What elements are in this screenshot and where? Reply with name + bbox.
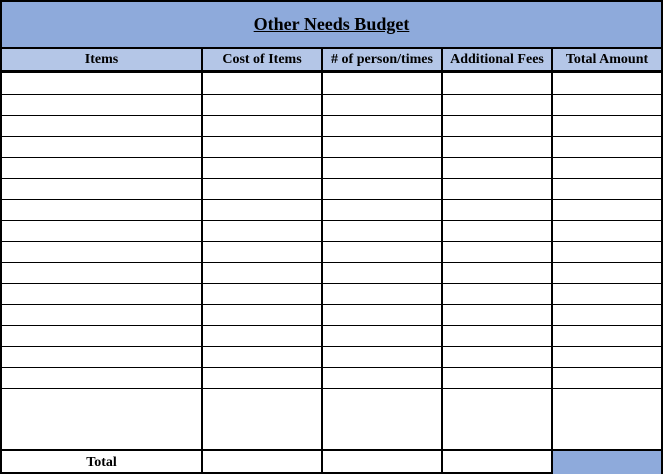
column-header-items[interactable]: Items	[84, 52, 119, 67]
table-row[interactable]	[2, 241, 661, 242]
column-divider	[551, 49, 553, 474]
table-row[interactable]	[2, 283, 661, 284]
header-row	[2, 49, 661, 73]
sheet-title: Other Needs Budget	[253, 14, 410, 34]
column-header-total-amount[interactable]: Total Amount	[565, 52, 649, 67]
column-divider	[441, 49, 443, 474]
table-row[interactable]	[2, 325, 661, 326]
table-row[interactable]	[2, 94, 661, 95]
column-header-cost[interactable]: Cost of Items	[222, 52, 302, 67]
total-label: Total	[86, 455, 117, 470]
table-row[interactable]	[2, 157, 661, 158]
table-row[interactable]	[2, 199, 661, 200]
table-row[interactable]	[2, 220, 661, 221]
column-divider	[321, 49, 323, 474]
table-row[interactable]	[2, 136, 661, 137]
table-row[interactable]	[2, 388, 661, 389]
table-row[interactable]	[2, 346, 661, 347]
table-body	[2, 73, 661, 473]
title-bar	[2, 2, 661, 49]
total-row	[2, 449, 661, 474]
column-header-additional-fees[interactable]: Additional Fees	[450, 52, 544, 67]
table-row[interactable]	[2, 115, 661, 116]
table-row[interactable]	[2, 304, 661, 305]
table-row[interactable]	[2, 367, 661, 368]
total-amount-cell[interactable]	[552, 451, 661, 474]
column-header-person-times[interactable]: # of person/times	[331, 52, 433, 67]
column-divider	[201, 49, 203, 474]
table-row[interactable]	[2, 178, 661, 179]
table-row[interactable]	[2, 262, 661, 263]
